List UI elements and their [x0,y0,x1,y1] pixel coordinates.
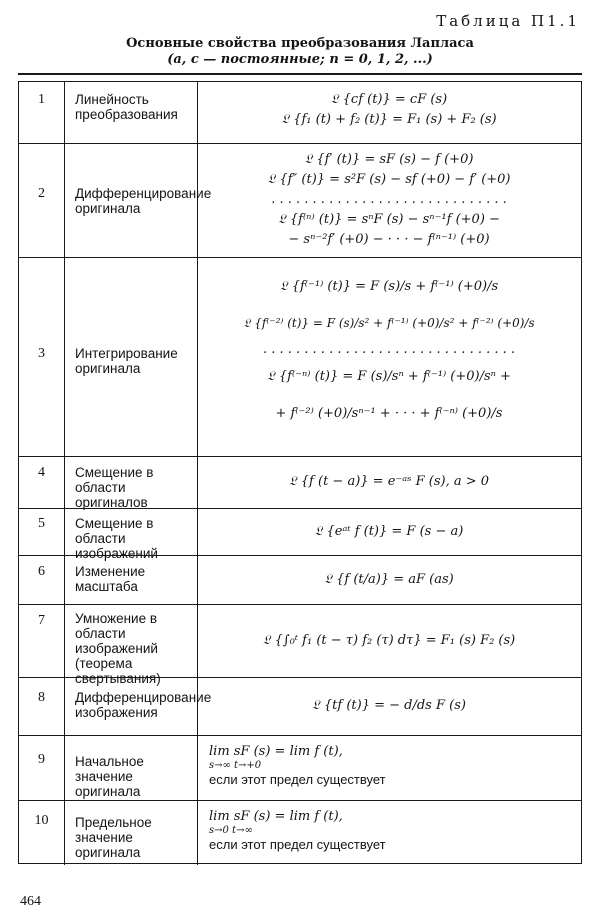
table-row [19,509,581,561]
property-name: Изменение масштаба [75,564,146,594]
formula-line: 𝔏 {f⁽⁻²⁾ (t)} = F (s)/s² + f⁽⁻¹⁾ (+0)/s² + f⁽⁻²⁾ (+0)/s [243,316,535,330]
properties-table [18,81,582,864]
formula [209,472,569,492]
table-row [19,144,581,258]
formula-limits: s→∞ t→+0 [209,760,262,771]
formula [209,744,569,788]
formula [209,631,569,651]
formula-line: 𝔏 {f⁽ⁿ⁾ (t)} = sⁿF (s) − sⁿ⁻¹f (+0) − [278,212,500,227]
formula-line: 𝔏 {f (t − a)} = e⁻ᵃˢ F (s), a > 0 [288,474,490,489]
formula [209,522,569,542]
table-row [19,736,581,801]
formula [209,696,569,716]
formula [209,268,569,432]
formula-line: 𝔏 {f⁽⁻ⁿ⁾ (t)} = F (s)/sⁿ + f⁽⁻¹⁾ (+0)/sⁿ + [267,369,511,384]
formula-dots: . . . . . . . . . . . . . . . . . . . . . . . . . . . . . . . [262,342,516,357]
formula-line: − sⁿ⁻²f′ (+0) − · · · − f⁽ⁿ⁻¹⁾ (+0) [288,232,490,247]
table-row [19,801,581,865]
table-row [19,82,581,144]
property-name: Начальное значение оригинала [75,754,144,799]
formula-line: 𝔏 {cf (t)} = cF (s) [330,92,448,107]
formula [209,150,569,250]
formula-line: 𝔏 {f₁ (t) + f₂ (t)} = F₁ (s) + F₂ (s) [281,112,497,127]
row-number: 8 [38,690,45,705]
formula [209,570,569,590]
row-number: 6 [38,564,45,579]
row-number: 1 [38,92,45,107]
property-name: Смещение в области оригиналов [75,465,154,510]
formula-line: 𝔏 {f″ (t)} = s²F (s) − sf (+0) − f′ (+0) [267,172,511,187]
top-rule [18,73,582,75]
property-name: Дифференцирование изображения [75,690,212,720]
formula [209,809,569,853]
table-row [19,258,581,457]
formula-line: 𝔏 {tf (t)} = − d/ds F (s) [312,698,466,713]
formula-dots: . . . . . . . . . . . . . . . . . . . . . . . . . . . . . [271,192,507,207]
formula-line: lim sF (s) = lim f (t), [209,744,343,759]
property-name: Дифференцирование оригинала [75,186,212,216]
formula-line: 𝔏 {∫₀ᵗ f₁ (t − τ) f₂ (τ) dτ} = F₁ (s) F₂ (s) [262,633,516,648]
row-number: 10 [34,813,49,828]
table-row [19,457,581,509]
page-number: 464 [20,894,41,909]
property-name: Смещение в области изображений [75,516,158,561]
formula-line: 𝔏 {f (t/a)} = aF (as) [324,572,454,587]
formula-line: + f⁽⁻²⁾ (+0)/sⁿ⁻¹ + · · · + f⁽⁻ⁿ⁾ (+0)/s [275,406,503,421]
property-name: Предельное значение оригинала [75,815,152,860]
formula-note: если этот предел существует [209,772,386,787]
formula [209,90,569,130]
row-number: 7 [38,613,45,628]
property-name: Линейность преобразования [75,92,178,122]
row-number: 2 [38,186,45,201]
row-number: 5 [38,516,45,531]
formula-line: 𝔏 {f′ (t)} = sF (s) − f (+0) [304,152,474,167]
formula-note: если этот предел существует [209,837,386,852]
formula-limits: s→0 t→∞ [209,825,253,836]
row-number: 3 [38,346,45,361]
table-row [19,605,581,686]
table-row [19,556,581,605]
table-label: Таблица П1.1 [436,12,580,30]
page-title: Основные свойства преобразования Лапласа [126,36,474,51]
table-row [19,678,581,736]
property-name: Интегрирование оригинала [75,346,178,376]
row-number: 4 [38,465,45,480]
formula-line: lim sF (s) = lim f (t), [209,809,343,824]
formula-line: 𝔏 {eᵃᵗ f (t)} = F (s − a) [314,524,464,539]
property-name: Умножение в области изображений (теорема свертывания) [75,611,161,686]
formula-line: 𝔏 {f⁽⁻¹⁾ (t)} = F (s)/s + f⁽⁻¹⁾ (+0)/s [279,279,499,294]
page-subtitle: (a, c — постоянные; n = 0, 1, 2, ...) [167,52,433,67]
row-number: 9 [38,752,45,767]
